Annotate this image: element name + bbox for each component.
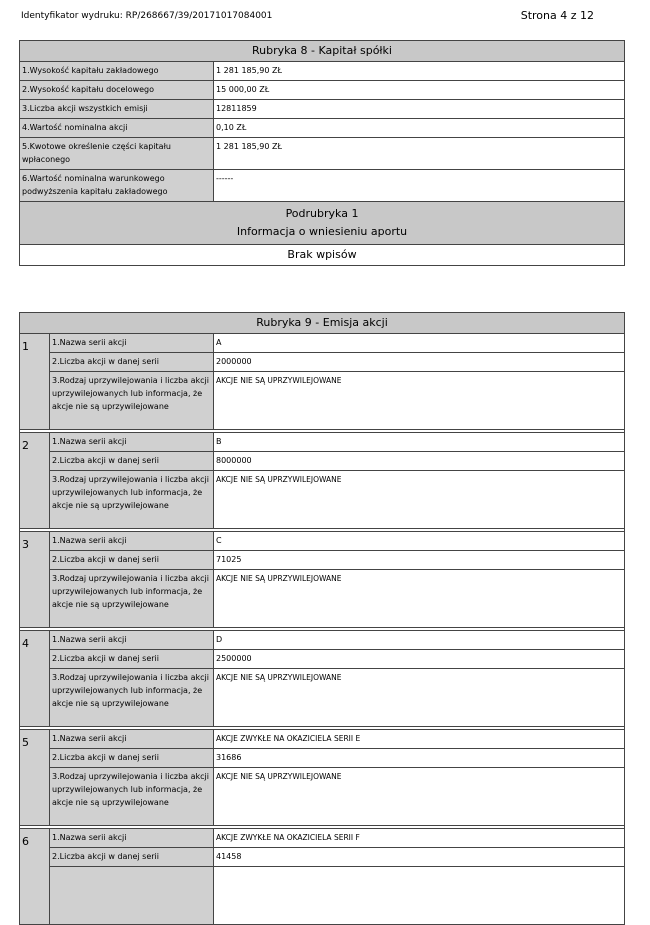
series-name-value: AKCJE ZWYKŁE NA OKAZICIELA SERII E — [214, 730, 625, 749]
share-count-label: 2.Liczba akcji w danej serii — [50, 650, 214, 669]
section-8-title: Rubryka 8 - Kapitał spółki — [20, 41, 625, 62]
table-row — [20, 768, 625, 826]
privilege-label: 3.Rodzaj uprzywilejowania i liczba akcji uprzywilejowanych lub informacja, że akcje nie są uprzywilejowane — [50, 768, 214, 826]
subsection-heading: Podrubryka 1 — [285, 207, 359, 220]
privilege-value: AKCJE NIE SĄ UPRZYWILEJOWANE — [214, 669, 625, 727]
privilege-value: AKCJE NIE SĄ UPRZYWILEJOWANE — [214, 570, 625, 628]
privilege-value: AKCJE NIE SĄ UPRZYWILEJOWANE — [214, 768, 625, 826]
row-value: ------ — [214, 170, 625, 202]
series-name-label: 1.Nazwa serii akcji — [50, 730, 214, 749]
table-row — [20, 353, 625, 372]
page-number: Strona 4 z 12 — [520, 9, 594, 22]
privilege-value — [214, 867, 625, 925]
table-row — [20, 334, 625, 353]
subsection-subheading: Informacja o wniesieniu aportu — [236, 225, 408, 238]
share-count-value: 31686 — [214, 749, 625, 768]
table-row — [20, 650, 625, 669]
entry-number: 3 — [20, 532, 50, 628]
privilege-label: 3.Rodzaj uprzywilejowania i liczba akcji uprzywilejowanych lub informacja, że akcje nie są uprzywilejowane — [50, 372, 214, 430]
table-row — [20, 433, 625, 452]
privilege-value: AKCJE NIE SĄ UPRZYWILEJOWANE — [214, 471, 625, 529]
row-label: 5.Kwotowe określenie części kapitału wpłaconego — [20, 138, 214, 170]
series-name-value: D — [214, 631, 625, 650]
row-label: 1.Wysokość kapitału zakładowego — [20, 62, 214, 81]
entry-number: 6 — [20, 829, 50, 925]
series-name-label: 1.Nazwa serii akcji — [50, 334, 214, 353]
share-count-value: 2000000 — [214, 353, 625, 372]
section-9-title: Rubryka 9 - Emisja akcji — [20, 313, 625, 334]
series-name-label: 1.Nazwa serii akcji — [50, 433, 214, 452]
row-value: 1 281 185,90 ZŁ — [214, 138, 625, 170]
share-count-label: 2.Liczba akcji w danej serii — [50, 749, 214, 768]
series-name-value: A — [214, 334, 625, 353]
print-identifier: Identyfikator wydruku: RP/268667/39/20171017084001 — [21, 11, 273, 21]
share-count-value: 8000000 — [214, 452, 625, 471]
table-row — [20, 471, 625, 529]
table-row — [20, 452, 625, 471]
row-label: 4.Wartość nominalna akcji — [20, 119, 214, 138]
section-8-table — [19, 40, 625, 266]
row-label: 6.Wartość nominalna warunkowego podwyższenia kapitału zakładowego — [20, 170, 214, 202]
table-row — [20, 669, 625, 727]
privilege-label: 3.Rodzaj uprzywilejowania i liczba akcji uprzywilejowanych lub informacja, że akcje nie są uprzywilejowane — [50, 471, 214, 529]
share-count-label: 2.Liczba akcji w danej serii — [50, 551, 214, 570]
privilege-value: AKCJE NIE SĄ UPRZYWILEJOWANE — [214, 372, 625, 430]
privilege-label — [50, 867, 214, 925]
privilege-label: 3.Rodzaj uprzywilejowania i liczba akcji uprzywilejowanych lub informacja, że akcje nie są uprzywilejowane — [50, 570, 214, 628]
table-row — [20, 570, 625, 628]
table-row — [20, 848, 625, 867]
share-count-value: 71025 — [214, 551, 625, 570]
table-row — [20, 631, 625, 650]
table-row — [20, 829, 625, 848]
series-name-value: C — [214, 532, 625, 551]
table-row — [20, 867, 625, 925]
row-value: 12811859 — [214, 100, 625, 119]
table-row — [20, 551, 625, 570]
privilege-label: 3.Rodzaj uprzywilejowania i liczba akcji uprzywilejowanych lub informacja, że akcje nie są uprzywilejowane — [50, 669, 214, 727]
row-label: 2.Wysokość kapitału docelowego — [20, 81, 214, 100]
table-row — [20, 749, 625, 768]
table-row — [20, 532, 625, 551]
entry-number: 5 — [20, 730, 50, 826]
entry-number: 1 — [20, 334, 50, 430]
table-row — [20, 730, 625, 749]
table-row — [20, 100, 625, 119]
share-count-label: 2.Liczba akcji w danej serii — [50, 353, 214, 372]
table-row — [20, 138, 625, 170]
table-row — [20, 372, 625, 430]
series-name-label: 1.Nazwa serii akcji — [50, 532, 214, 551]
share-count-value: 2500000 — [214, 650, 625, 669]
series-name-label: 1.Nazwa serii akcji — [50, 631, 214, 650]
table-row — [20, 119, 625, 138]
share-count-value: 41458 — [214, 848, 625, 867]
row-value: 15 000,00 ZŁ — [214, 81, 625, 100]
no-entries-text: Brak wpisów — [20, 245, 625, 266]
series-name-label: 1.Nazwa serii akcji — [50, 829, 214, 848]
series-name-value: B — [214, 433, 625, 452]
row-value: 1 281 185,90 ZŁ — [214, 62, 625, 81]
share-count-label: 2.Liczba akcji w danej serii — [50, 452, 214, 471]
section-9-table — [19, 312, 625, 925]
share-count-label: 2.Liczba akcji w danej serii — [50, 848, 214, 867]
table-row — [20, 81, 625, 100]
entry-number: 2 — [20, 433, 50, 529]
row-value: 0,10 ZŁ — [214, 119, 625, 138]
series-name-value: AKCJE ZWYKŁE NA OKAZICIELA SERII F — [214, 829, 625, 848]
row-label: 3.Liczba akcji wszystkich emisji — [20, 100, 214, 119]
subsection-title — [20, 202, 625, 245]
table-row — [20, 62, 625, 81]
table-row — [20, 170, 625, 202]
entry-number: 4 — [20, 631, 50, 727]
